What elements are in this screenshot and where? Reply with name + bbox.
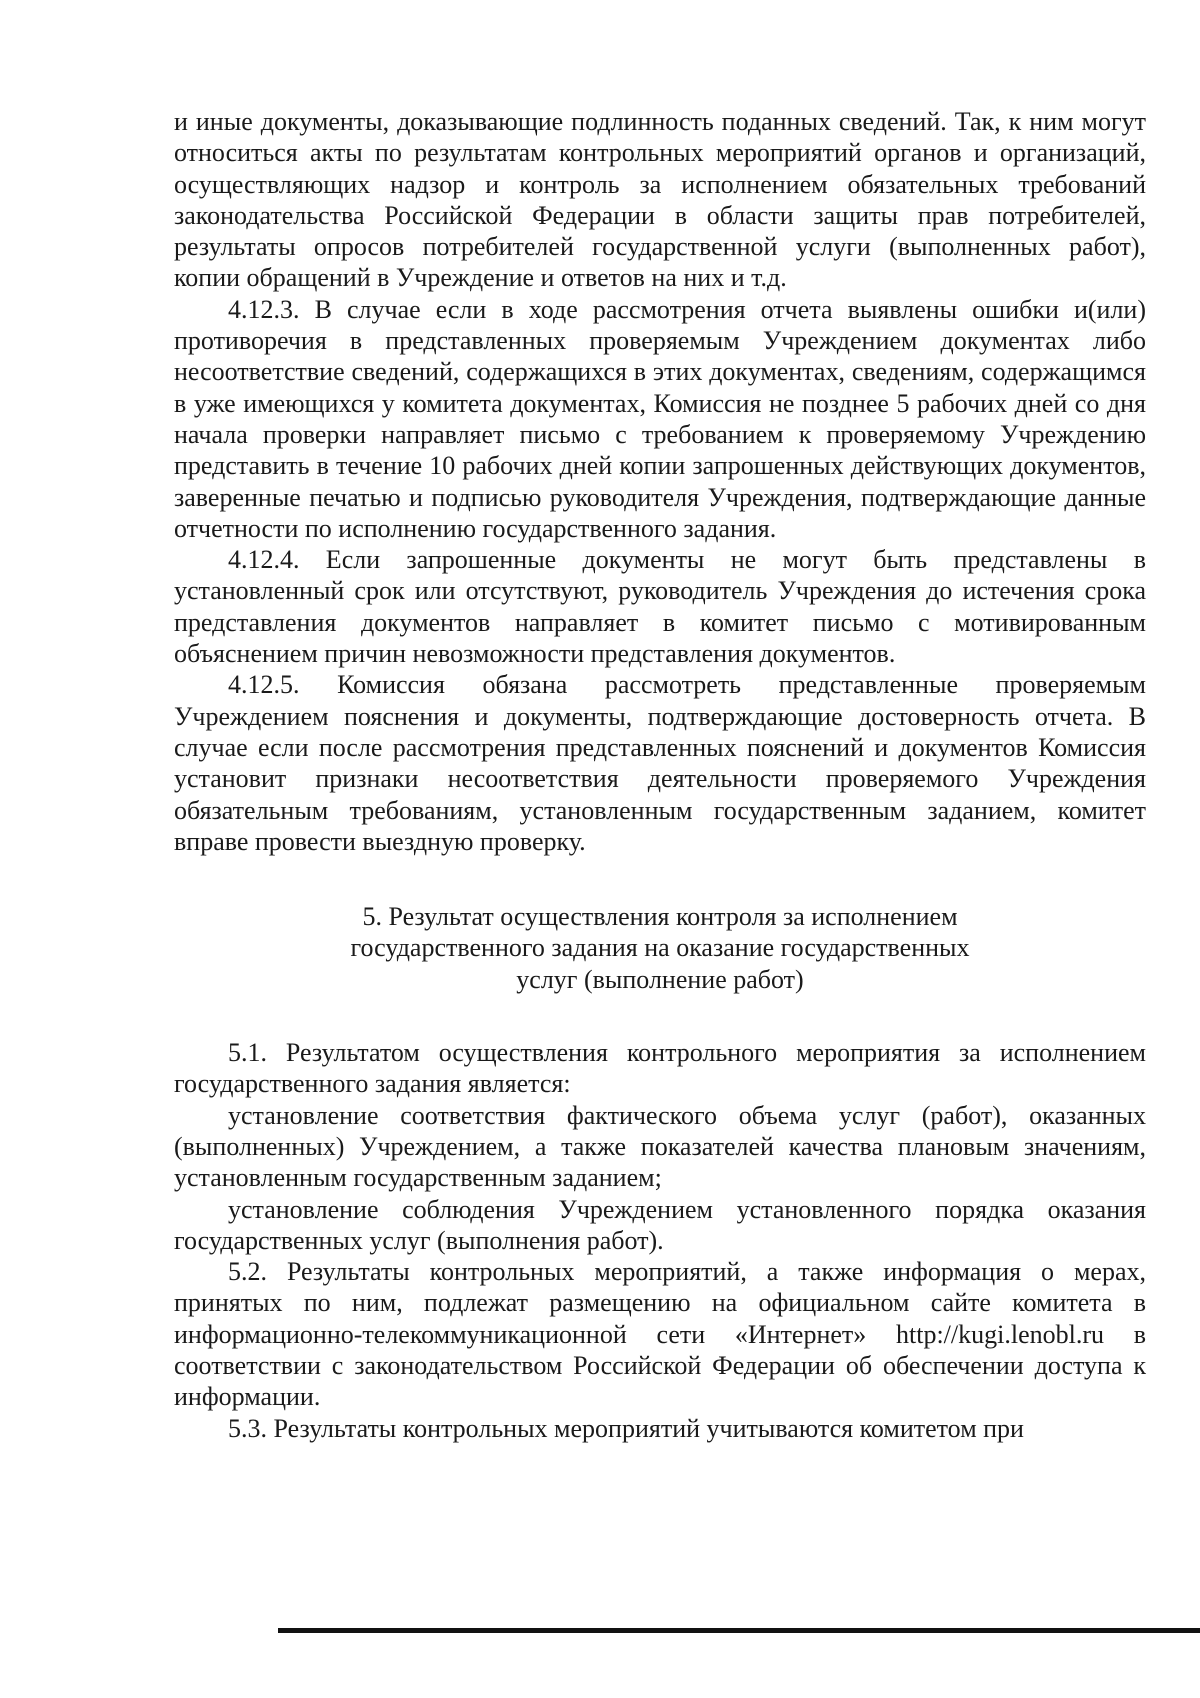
section-title-line-3: услуг (выполнение работ) (516, 964, 804, 994)
scan-bottom-edge (278, 1628, 1200, 1633)
paragraph-5-2: 5.2. Результаты контрольных мероприятий, а также информация о мерах, принятых по ним, подлежат размещению на официальном сайте комитета в информационно-телекоммуникационной сети «Интернет» http://kugi.lenobl.ru в соответствии с законодательством Российской Федерации об обеспечении доступа к информации. (174, 1257, 1146, 1412)
section-5-title (174, 901, 1146, 995)
paragraph-continuation: и иные документы, доказывающие подлинность поданных сведений. Так, к ним могут относиться акты по результатам контрольных мероприятий органов и организаций, осуществляющих надзор и контроль за исполнением обязательных требований законодательства Российской Федерации в области защиты прав потребителей, результаты опросов потребителей государственной услуги (выполненных работ), копии обращений в Учреждение и ответов на них и т.д. (174, 107, 1146, 293)
paragraph-5-1-item-2: установление соблюдения Учреждением установленного порядка оказания государственных услуг (выполнения работ). (174, 1194, 1146, 1255)
paragraph-5-1-item-1: установление соответствия фактического объема услуг (работ), оказанных (выполненных) Учреждением, а также показателей качества плановым значениям, установленным государственным заданием; (174, 1100, 1146, 1193)
document-body (174, 106, 1146, 1444)
paragraph-4-12-5: 4.12.5. Комиссия обязана рассмотреть представленные проверяемым Учреждением пояснения и документы, подтверждающие достоверность отчета. В случае если после рассмотрения представленных пояснений и документов Комиссия установит признаки несоответствия деятельности проверяемого Учреждения обязательным требованиям, установленным государственным заданием, комитет вправе провести выездную проверку. (174, 670, 1146, 856)
section-title-line-1: 5. Результат осуществления контроля за исполнением (362, 902, 958, 932)
paragraph-4-12-3: 4.12.3. В случае если в ходе рассмотрения отчета выявлены ошибки и(или) противоречия в представленных проверяемым Учреждением документах либо несоответствие сведений, содержащихся в этих документах, сведениям, содержащимся в уже имеющихся у комитета документах, Комиссия не позднее 5 рабочих дней со дня начала проверки направляет письмо с требованием к проверяемому Учреждению представить в течение 10 рабочих дней копии запрошенных действующих документов, заверенные печатью и подписью руководителя Учреждения, подтверждающие данные отчетности по исполнению государственного задания. (174, 294, 1146, 543)
paragraph-5-1: 5.1. Результатом осуществления контрольного мероприятия за исполнением государственного задания является: (174, 1038, 1146, 1099)
section-title-line-2: государственного задания на оказание государственных (350, 933, 970, 963)
paragraph-4-12-4: 4.12.4. Если запрошенные документы не могут быть представлены в установленный срок или отсутствуют, руководитель Учреждения до истечения срока представления документов направляет в комитет письмо с мотивированным объяснением причин невозможности представления документов. (174, 545, 1146, 669)
paragraph-5-3: 5.3. Результаты контрольных мероприятий учитываются комитетом при (228, 1413, 1024, 1443)
